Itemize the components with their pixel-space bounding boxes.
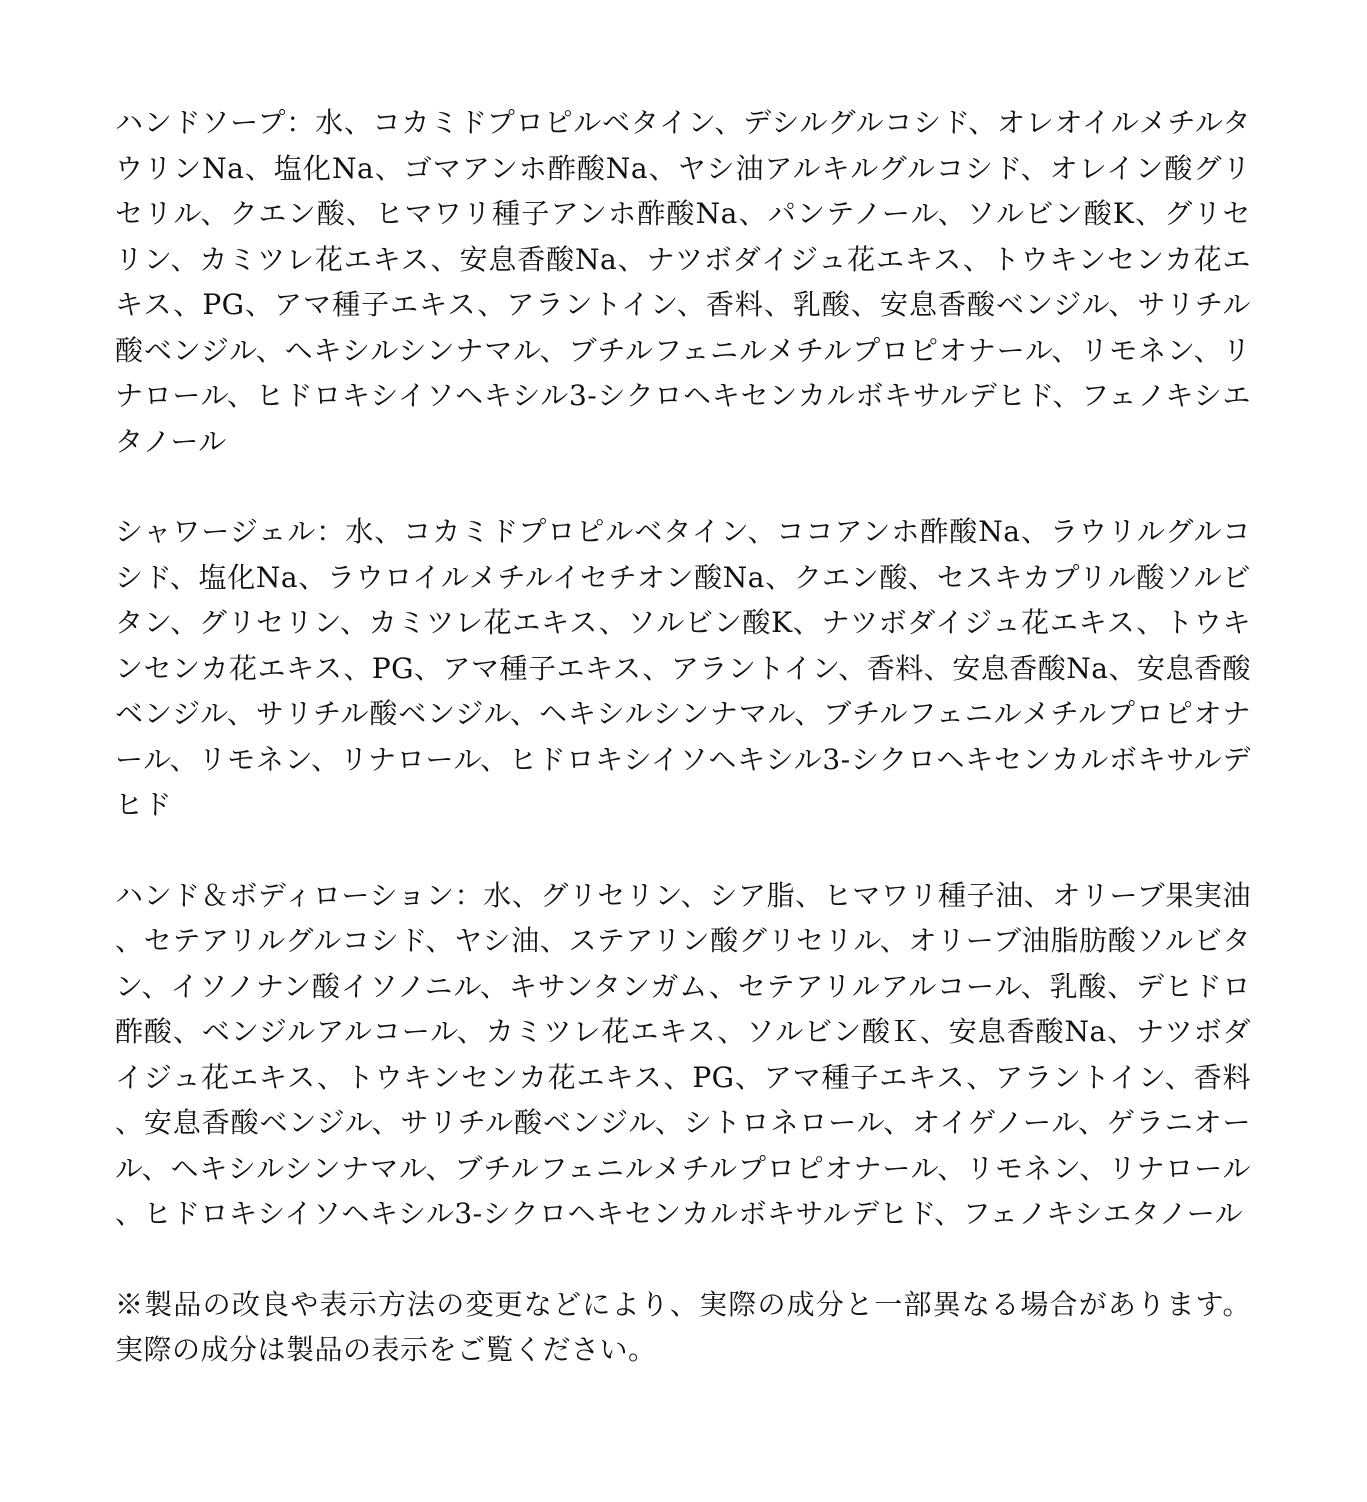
hand-soap-ingredients: ハンドソープ：水、コカミドプロピルベタイン、デシルグルコシド、オレオイルメチルタウリンNa、塩化Na、ゴマアンホ酢酸Na、ヤシ油アルキルグルコシド、オレイン酸グリセリル、クエン酸、ヒマワリ種子アンホ酢酸Na、パンテノール、ソルビン酸K、グリセリン、カミツレ花エキス、安息香酸Na、ナツボダイジュ花エキス、トウキンセンカ花エキス、PG、アマ種子エキス、アラントイン、香料、乳酸、安息香酸ベンジル、サリチル酸ベンジル、ヘキシルシンナマル、ブチルフェニルメチルプロピオナール、リモネン、リナロール、ヒドロキシイソヘキシル3-シクロヘキセンカルボキサルデヒド、フェノキシエタノール <box>115 106 1251 458</box>
disclaimer-note: ※製品の改良や表示方法の変更などにより、実際の成分と一部異なる場合があります。実際の成分は製品の表示をご覧ください。 <box>115 1287 1251 1366</box>
ingredients-document <box>115 100 1251 1373</box>
hand-body-lotion-ingredients: ハンド＆ボディローション：水、グリセリン、シア脂、ヒマワリ種子油、オリーブ果実油、セテアリルグルコシド、ヤシ油、ステアリン酸グリセリル、オリーブ油脂肪酸ソルビタン、イソノナン酸イソノニル、キサンタンガム、セテアリルアルコール、乳酸、デヒドロ酢酸、ベンジルアルコール、カミツレ花エキス、ソルビン酸Ｋ、安息香酸Na、ナツボダイジュ花エキス、トウキンセンカ花エキス、PG、アマ種子エキス、アラントイン、香料、安息香酸ベンジル、サリチル酸ベンジル、シトロネロール、オイゲノール、ゲラニオール、ヘキシルシンナマル、ブチルフェニルメチルプロピオナール、リモネン、リナロール、ヒドロキシイソヘキシル3-シクロヘキセンカルボキサルデヒド、フェノキシエタノール <box>115 878 1251 1230</box>
shower-gel-ingredients: シャワージェル：水、コカミドプロピルベタイン、ココアンホ酢酸Na、ラウリルグルコシド、塩化Na、ラウロイルメチルイセチオン酸Na、クエン酸、セスキカプリル酸ソルビタン、グリセリン、カミツレ花エキス、ソルビン酸K、ナツボダイジュ花エキス、トウキンセンカ花エキス、PG、アマ種子エキス、アラントイン、香料、安息香酸Na、安息香酸ベンジル、サリチル酸ベンジル、ヘキシルシンナマル、ブチルフェニルメチルプロピオナール、リモネン、リナロール、ヒドロキシイソヘキシル3-シクロヘキセンカルボキサルデヒド <box>115 515 1251 821</box>
